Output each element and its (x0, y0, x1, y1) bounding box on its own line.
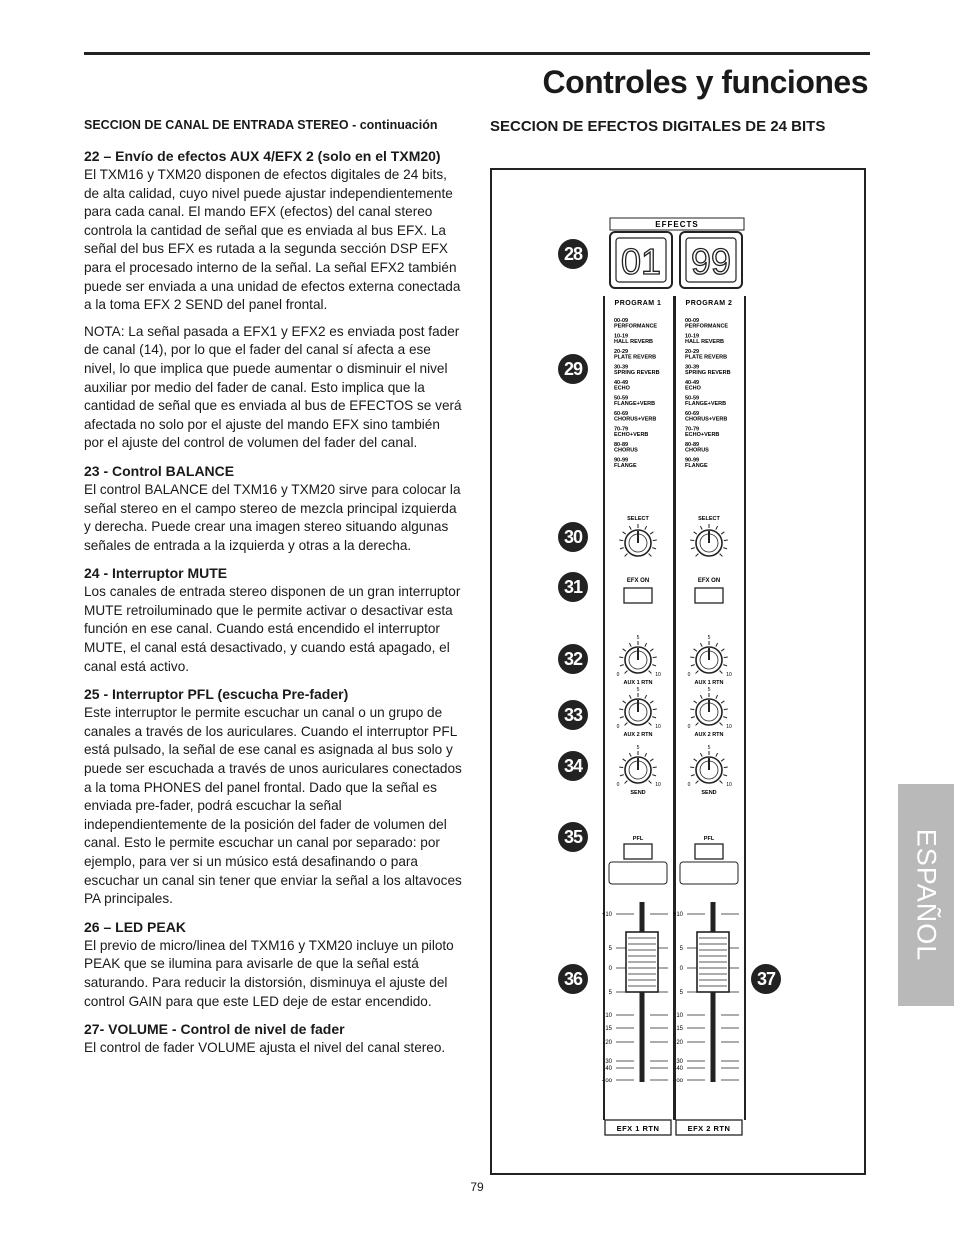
pfl-label: PFL (703, 836, 715, 842)
knob-scale-mid: 5 (636, 687, 640, 693)
preset-range: 40-49 (614, 380, 629, 386)
preset-name: SPRING REVERB (614, 370, 660, 376)
scribble-strip (609, 862, 667, 884)
rtn-knob-tick (619, 657, 623, 658)
rtn-knob-tick (619, 709, 623, 710)
knob-label: SEND (701, 790, 717, 796)
preset-name: ECHO+VERB (685, 432, 720, 438)
rtn-knob-tick (694, 759, 697, 761)
preset-range: 20-29 (685, 349, 700, 355)
rtn-knob-tick (649, 723, 652, 726)
select-knob-tick (623, 532, 626, 534)
rtn-knob-tick (724, 657, 728, 658)
preset-name: SPRING REVERB (685, 370, 731, 376)
item-paragraph: NOTA: La señal pasada a EFX1 y EFX2 es enviada post fader de canal (14), por lo que el fader del canal sí afecta a ese nivel, lo que implica que puede aumentar o disminuir el nivel auxiliar por medio del fader de canal. Esto implica que la cantidad de señal que es enviada al bus de EFECTOS se verá afectada no solo por el ajuste del mando EFX sino también por el ajuste del control de volumen del fader del canal. (84, 323, 462, 451)
item-block (84, 463, 462, 555)
item-block (84, 1021, 462, 1058)
effects-label: EFFECTS (655, 220, 699, 229)
preset-range: 80-89 (614, 442, 629, 448)
item-paragraph: El TXM16 y TXM20 disponen de efectos digitales de 24 bits, de alta calidad, cuyo nivel puede ajustar independientemente para cada canal. El mando EFX (efectos) del canal stereo controla la cantidad de señal que es enviada al bus EFX. La señal del bus EFX es rutada a la segunda sección DSP EFX para el procesado interno de la señal. La señal EFX2 también puede ser enviada a una unidad de efectos externa conectada a la toma EFX 2 SEND del panel frontal. (84, 167, 461, 313)
fader-scale-label: +10 (601, 912, 612, 918)
item-paragraph: El control BALANCE del TXM16 y TXM20 sirve para colocar la señal stereo en el campo stereo de mezcla principal izquierda y derecha. Puede crear una imagen stereo situando algunas señales de entrada a la izquierda y otras a la derecha. (84, 481, 461, 553)
rtn-knob-tick (623, 759, 626, 761)
select-knob-tick (620, 548, 624, 549)
item-block (84, 148, 462, 453)
rtn-knob-tick (723, 665, 727, 666)
preset-name: ECHO (614, 385, 630, 392)
rtn-knob-tick (720, 781, 723, 784)
preset-name: FLANGE+VERB (685, 401, 727, 407)
fader-scale-label: +10 (672, 912, 683, 918)
rtn-knob-tick (691, 665, 695, 666)
efx-on-button (695, 588, 723, 603)
knob-scale-mid: 5 (636, 635, 640, 641)
rtn-knob-tick (700, 753, 702, 757)
fader-scale-label: 30 (605, 1059, 612, 1065)
rtn-knob-tick (691, 717, 695, 718)
preset-range: 60-69 (685, 411, 700, 417)
rtn-knob-tick (690, 657, 694, 658)
preset-name: FLANGE (685, 463, 708, 469)
select-knob-tick (652, 548, 656, 549)
rtn-knob-tick (716, 643, 718, 647)
knob-scale-min: 0 (687, 672, 691, 678)
knob-scale-min: 0 (616, 724, 620, 730)
select-knob-tick (653, 540, 657, 541)
fader-label: EFX 1 RTN (616, 1124, 660, 1133)
rtn-knob-tick (694, 649, 697, 651)
select-knob-tick (619, 540, 623, 541)
rtn-knob-tick (623, 701, 626, 703)
callout-badge-35: 35 (558, 822, 588, 852)
knob-label: SEND (630, 790, 646, 796)
fader-scale-label: 0 (679, 966, 683, 972)
page-title: Controles y funciones (542, 64, 868, 100)
scribble-strip (680, 862, 738, 884)
program-title: PROGRAM 2 (685, 300, 733, 307)
knob-scale-max: 10 (726, 724, 732, 730)
item-block (84, 686, 462, 909)
rtn-knob-tick (723, 775, 727, 776)
item-block (84, 919, 462, 1011)
item-heading: 22 – Envío de efectos AUX 4/EFX 2 (solo en el TXM20) (84, 148, 441, 164)
preset-name: CHORUS (614, 447, 638, 454)
knob-scale-max: 10 (655, 782, 661, 788)
rtn-knob-tick (645, 753, 647, 757)
preset-range: 40-49 (685, 380, 700, 386)
select-label: SELECT (627, 516, 649, 522)
preset-range: 00-09 (685, 318, 700, 324)
preset-range: 10-19 (685, 333, 700, 340)
fader-scale-label: 40 (605, 1066, 612, 1072)
preset-range: 50-59 (685, 395, 700, 402)
effects-section-title: SECCION DE EFECTOS DIGITALES DE 24 BITS (490, 118, 826, 135)
item-paragraph: Este interruptor le permite escuchar un canal o un grupo de canales a través de los auriculares. Cuando el interruptor PFL está pulsado, la señal de ese canal es asignada al bus solo y puede ser escuchada a través de unos auriculares conectados a la toma PHONES del panel frontal. Dado que la señal es enviada pre-fader, podrá escuchar la señal independientemente de la posición del fader de volumen del canal. Esto le permite escuchar un canal por separado: por ejemplo, para ver si un músico está desafinando o para escuchar un canal sin tener que enviar la señal a los altavoces PA principales. (84, 705, 462, 907)
rtn-knob-tick (650, 701, 653, 703)
select-knob-tick (625, 554, 628, 557)
rtn-knob-tick (652, 717, 656, 718)
rtn-knob-tick (694, 701, 697, 703)
fader-scale-label: 30 (676, 1059, 683, 1065)
pfl-label: PFL (632, 836, 644, 842)
rtn-knob-tick (625, 671, 628, 674)
preset-range: 70-79 (614, 426, 629, 433)
language-tab (898, 784, 954, 1006)
callout-badge-28: 28 (558, 239, 588, 269)
preset-name: HALL REVERB (614, 339, 654, 345)
knob-scale-max: 10 (655, 672, 661, 678)
select-knob-tick (649, 554, 652, 557)
rtn-knob-tick (645, 695, 647, 699)
select-knob-tick (629, 526, 631, 530)
rtn-knob-tick (629, 643, 631, 647)
rtn-knob-tick (620, 665, 624, 666)
preset-range: 80-89 (685, 442, 700, 448)
callout-badge-31: 31 (558, 572, 588, 602)
callout-badge-37: 37 (751, 964, 781, 994)
item-heading: 24 - Interruptor MUTE (84, 565, 228, 582)
item-block (84, 565, 462, 676)
rtn-knob-tick (690, 767, 694, 768)
select-knob-tick (650, 532, 653, 534)
preset-name: ECHO (685, 385, 701, 392)
preset-name: CHORUS (685, 447, 709, 454)
knob-scale-mid: 5 (707, 687, 711, 693)
rtn-knob-tick (721, 759, 724, 761)
item-paragraph: El control de fader VOLUME ajusta el nivel del canal stereo. (84, 1040, 446, 1056)
rtn-knob-tick (696, 671, 699, 674)
rtn-knob-tick (629, 695, 631, 699)
header-rule (84, 52, 870, 55)
preset-range: 60-69 (614, 411, 629, 417)
item-heading: 25 - Interruptor PFL (escucha Pre-fader) (84, 686, 349, 703)
knob-label: AUX 2 RTN (623, 732, 653, 738)
select-knob-tick (720, 554, 723, 557)
rtn-knob-tick (650, 649, 653, 651)
preset-range: 30-39 (614, 364, 629, 371)
callout-badge-33: 33 (558, 700, 588, 730)
preset-name: PLATE REVERB (685, 354, 728, 361)
rtn-knob-tick (625, 781, 628, 784)
rtn-knob-tick (700, 695, 702, 699)
preset-name: FLANGE (614, 463, 637, 469)
callout-badge-34: 34 (558, 751, 588, 781)
display-digits: 99 (690, 241, 732, 282)
select-label: SELECT (698, 516, 720, 522)
select-knob-tick (724, 540, 728, 541)
fader-scale-label: 10 (676, 1013, 683, 1019)
preset-range: 00-09 (614, 318, 629, 324)
knob-scale-max: 10 (726, 782, 732, 788)
fader-scale-label: - oo (601, 1078, 612, 1084)
item-heading: 26 – LED PEAK (84, 918, 186, 935)
preset-name: ECHO+VERB (614, 432, 649, 438)
fader-scale-label: 20 (676, 1040, 683, 1046)
rtn-knob-tick (691, 775, 695, 776)
item-list (84, 148, 462, 1058)
item-heading: 27- VOLUME - Control de nivel de fader (84, 1021, 345, 1038)
rtn-knob-tick (716, 695, 718, 699)
item-paragraph: Los canales de entrada stereo disponen de un gran interruptor MUTE retroiluminado que le permite activar o desactivar esta función en ese canal. Cuando está encendido el interruptor MUTE, el canal está desactivado, y cuando está apagado, el canal está activo. (84, 584, 461, 674)
knob-scale-min: 0 (616, 782, 620, 788)
fader-scale-label: 5 (679, 990, 683, 996)
rtn-knob-tick (724, 767, 728, 768)
rtn-knob-tick (620, 775, 624, 776)
rtn-knob-tick (720, 671, 723, 674)
rtn-knob-tick (724, 709, 728, 710)
preset-name: PERFORMANCE (685, 323, 729, 330)
knob-scale-min: 0 (687, 724, 691, 730)
rtn-knob-tick (649, 671, 652, 674)
section-heading: SECCION DE CANAL DE ENTRADA STEREO - continuación (84, 118, 438, 132)
page-number: 79 (470, 1180, 484, 1194)
fader-scale-label: 0 (608, 966, 612, 972)
callout-badge-29: 29 (558, 354, 588, 384)
effects-panel-illustration (492, 170, 864, 1173)
pfl-button (695, 844, 723, 859)
rtn-knob-tick (623, 649, 626, 651)
display-digits: 01 (620, 241, 662, 282)
rtn-knob-tick (653, 657, 657, 658)
rtn-knob-tick (649, 781, 652, 784)
preset-name: PLATE REVERB (614, 354, 657, 361)
rtn-knob-tick (652, 775, 656, 776)
preset-name: HALL REVERB (685, 339, 725, 345)
select-knob-tick (716, 526, 718, 530)
knob-label: AUX 1 RTN (694, 680, 724, 686)
knob-label: AUX 1 RTN (623, 680, 653, 686)
rtn-knob-tick (696, 781, 699, 784)
rtn-knob-tick (652, 665, 656, 666)
efx-on-label: EFX ON (697, 578, 721, 584)
callout-badge-36: 36 (558, 964, 588, 994)
program-title: PROGRAM 1 (614, 300, 662, 307)
fader-scale-label: 15 (676, 1026, 683, 1032)
rtn-knob-tick (690, 709, 694, 710)
preset-range: 20-29 (614, 349, 629, 355)
knob-scale-max: 10 (726, 672, 732, 678)
knob-scale-mid: 5 (707, 745, 711, 751)
efx-on-button (624, 588, 652, 603)
preset-range: 90-99 (685, 457, 700, 464)
rtn-knob-tick (650, 759, 653, 761)
knob-scale-mid: 5 (636, 745, 640, 751)
select-knob-tick (696, 554, 699, 557)
fader-scale-label: 5 (679, 946, 683, 952)
rtn-knob-tick (721, 649, 724, 651)
preset-range: 10-19 (614, 333, 629, 340)
fader-scale-label: 10 (605, 1013, 612, 1019)
select-knob-tick (721, 532, 724, 534)
rtn-knob-tick (629, 753, 631, 757)
effects-panel-frame (490, 168, 866, 1175)
rtn-knob-tick (653, 767, 657, 768)
fader-scale-label: 15 (605, 1026, 612, 1032)
fader-scale-label: 5 (608, 946, 612, 952)
rtn-knob-tick (696, 723, 699, 726)
preset-name: CHORUS+VERB (614, 416, 657, 423)
fader-label: EFX 2 RTN (687, 1124, 731, 1133)
knob-scale-max: 10 (655, 724, 661, 730)
fader-scale-label: 40 (676, 1066, 683, 1072)
select-knob-tick (723, 548, 727, 549)
preset-range: 50-59 (614, 395, 629, 402)
rtn-knob-tick (720, 723, 723, 726)
rtn-knob-tick (653, 709, 657, 710)
select-knob-tick (690, 540, 694, 541)
knob-label: AUX 2 RTN (694, 732, 724, 738)
item-paragraph: El previo de micro/linea del TXM16 y TXM20 incluye un piloto PEAK que se ilumina para avisarle de que la señal está saturando. Para reducir la distorsión, disminuya el ajuste del control GAIN para que este LED deje de estar encendido. (84, 937, 454, 1009)
rtn-knob-tick (620, 717, 624, 718)
knob-scale-min: 0 (687, 782, 691, 788)
preset-name: FLANGE+VERB (614, 401, 656, 407)
callout-badge-30: 30 (558, 522, 588, 552)
preset-name: CHORUS+VERB (685, 416, 728, 423)
rtn-knob-tick (645, 643, 647, 647)
fader-scale-label: - oo (672, 1078, 683, 1084)
rtn-knob-tick (625, 723, 628, 726)
preset-range: 30-39 (685, 364, 700, 371)
item-heading: 23 - Control BALANCE (84, 462, 235, 479)
preset-range: 70-79 (685, 426, 700, 433)
left-column (84, 118, 462, 1068)
rtn-knob-tick (723, 717, 727, 718)
efx-on-label: EFX ON (626, 578, 650, 584)
fader-scale-label: 5 (608, 990, 612, 996)
rtn-knob-tick (619, 767, 623, 768)
select-knob-tick (645, 526, 647, 530)
select-knob-tick (691, 548, 695, 549)
preset-name: PERFORMANCE (614, 323, 658, 330)
pfl-button (624, 844, 652, 859)
knob-scale-mid: 5 (707, 635, 711, 641)
rtn-knob-tick (700, 643, 702, 647)
fader-scale-label: 20 (605, 1040, 612, 1046)
preset-range: 90-99 (614, 457, 629, 464)
select-knob-tick (694, 532, 697, 534)
language-tab-label: ESPAÑOL (911, 828, 942, 962)
knob-scale-min: 0 (616, 672, 620, 678)
rtn-knob-tick (721, 701, 724, 703)
rtn-knob-tick (716, 753, 718, 757)
select-knob-tick (700, 526, 702, 530)
callout-badge-32: 32 (558, 644, 588, 674)
